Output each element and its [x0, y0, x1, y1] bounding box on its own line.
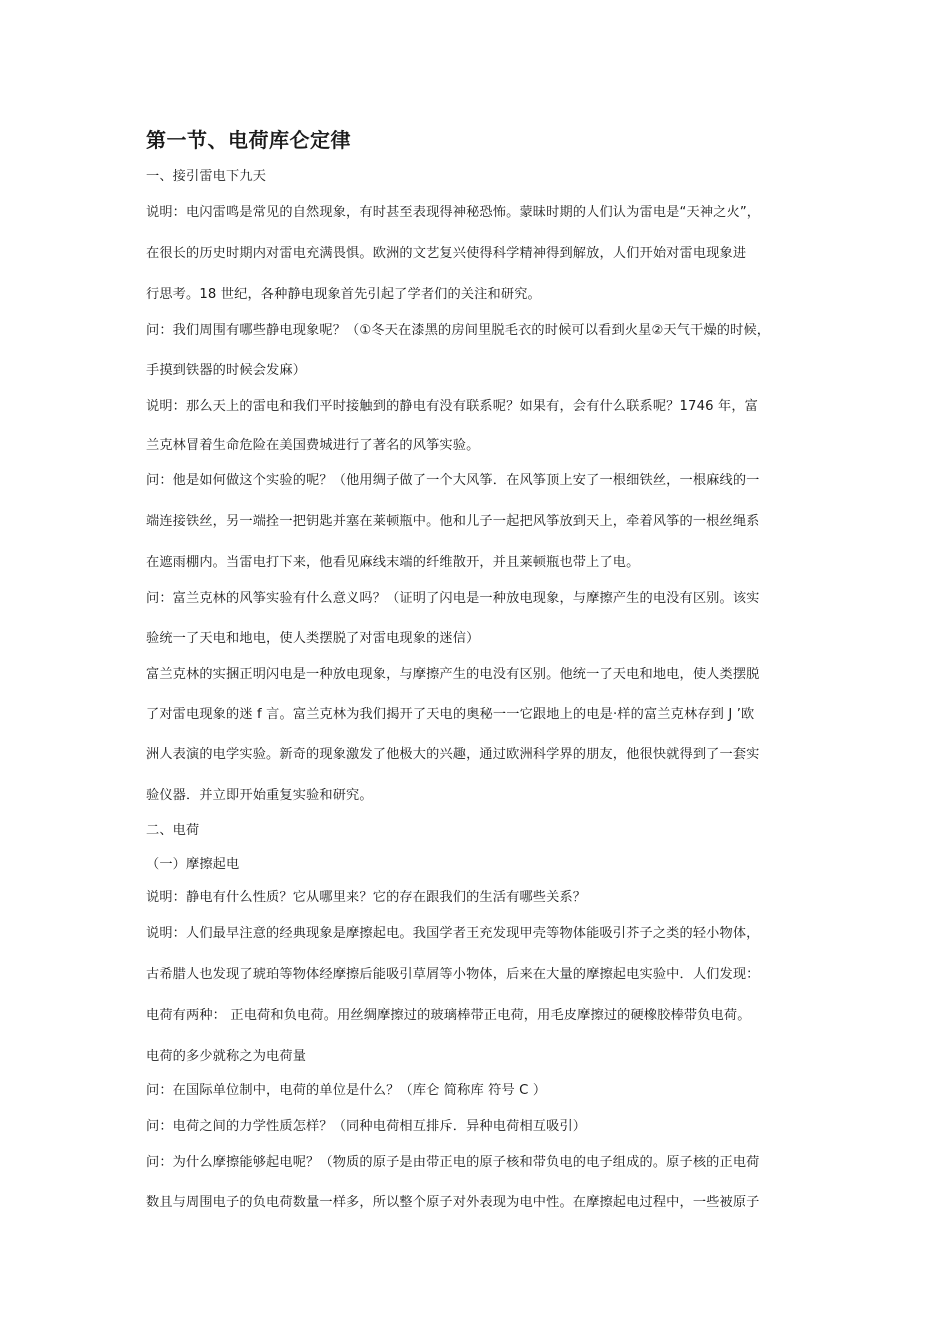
text-line: 问：富兰克林的风筝实验有什么意义吗？（证明了闪电是一种放电现象，与摩擦产生的电没有区别。该实 — [146, 591, 760, 606]
text-line: 了对雷电现象的迷 f 言。富兰克林为我们揭开了天电的奥秘一一它跟地上的电是·样的富兰克林存到 J ’欧 — [146, 707, 755, 722]
text-line: 在遮雨棚内。当雷电打下来，他看见麻线末端的纤维散开，并且莱顿瓶也带上了电。 — [146, 555, 640, 570]
section-heading: 一、接引雷电下九天 — [146, 169, 267, 184]
text-line: 兰克林冒着生命危险在美国费城进行了著名的风筝实验。 — [146, 438, 480, 453]
text-line: 验统一了天电和地电，使人类摆脱了对雷电现象的迷信） — [146, 631, 480, 646]
text-line: 说明：人们最早注意的经典现象是摩擦起电。我国学者王充发现甲壳等物体能吸引芥子之类的轻小物体， — [146, 926, 760, 941]
text-line: 数且与周围电子的负电荷数量一样多，所以整个原子对外表现为电中性。在摩擦起电过程中，一些被原子 — [146, 1195, 760, 1210]
text-line: 行思考。18 世纪，各种静电现象首先引起了学者们的关注和研究。 — [146, 287, 541, 302]
text-line: 问：他是如何做这个实验的呢？（他用绸子做了一个大风筝．在风筝顶上安了一根细铁丝，一根麻线的一 — [146, 473, 760, 488]
subsection-heading: （一）摩擦起电 — [146, 857, 240, 872]
text-line: 手摸到铁器的时候会发麻） — [146, 363, 307, 378]
text-line: 洲人表演的电学实验。新奇的现象激发了他极大的兴趣，通过欧洲科学界的朋友，他很快就得到了一套实 — [146, 747, 760, 762]
text-line: 问：电荷之间的力学性质怎样？（同种电荷相互排斥．异种电荷相互吸引） — [146, 1119, 587, 1134]
page-title: 第一节、电荷库仑定律 — [146, 128, 351, 152]
text-line: 电荷的多少就称之为电荷量 — [146, 1049, 307, 1064]
text-line: 说明：那么天上的雷电和我们平时接触到的静电有没有联系呢？如果有，会有什么联系呢？1746 年，富 — [146, 399, 759, 414]
text-line: 问：为什么摩擦能够起电呢？（物质的原子是由带正电的原子核和带负电的电子组成的。原子核的正电荷 — [146, 1155, 760, 1170]
text-line: 验仪器．并立即开始重复实验和研究。 — [146, 788, 373, 803]
text-line: 古希腊人也发现了琥珀等物体经摩擦后能吸引草屑等小物体，后来在大量的摩擦起电实验中．人们发现： — [146, 967, 760, 982]
text-line: 在很长的历史时期内对雷电充满畏惧。欧洲的文艺复兴使得科学精神得到解放，人们开始对雷电现象进 — [146, 246, 747, 261]
text-line: 说明：静电有什么性质？它从哪里来？它的存在跟我们的生活有哪些关系？ — [146, 890, 587, 905]
text-line: 问：我们周围有哪些静电现象呢？（①冬天在漆黑的房间里脱毛衣的时候可以看到火星②天气干燥的时候， — [146, 323, 771, 338]
section-heading: 二、电荷 — [146, 823, 200, 838]
text-line: 富兰克林的实捆正明闪电是一种放电现象，与摩擦产生的电没有区别。他统一了天电和地电，使人类摆脱 — [146, 667, 760, 682]
text-line: 端连接铁丝，另一端拴一把钥匙并塞在莱顿瓶中。他和儿子一起把风筝放到天上，牵着风筝的一根丝绳系 — [146, 514, 760, 529]
text-line: 问：在国际单位制中，电荷的单位是什么？（库仑 简称库 符号 C ） — [146, 1083, 547, 1098]
text-line: 电荷有两种： 正电荷和负电荷。用丝绸摩擦过的玻璃棒带正电荷，用毛皮摩擦过的硬橡胶棒带负电荷。 — [146, 1008, 751, 1023]
text-line: 说明：电闪雷鸣是常见的自然现象，有时甚至表现得神秘恐怖。蒙昧时期的人们认为雷电是“天神之火”， — [146, 205, 761, 220]
